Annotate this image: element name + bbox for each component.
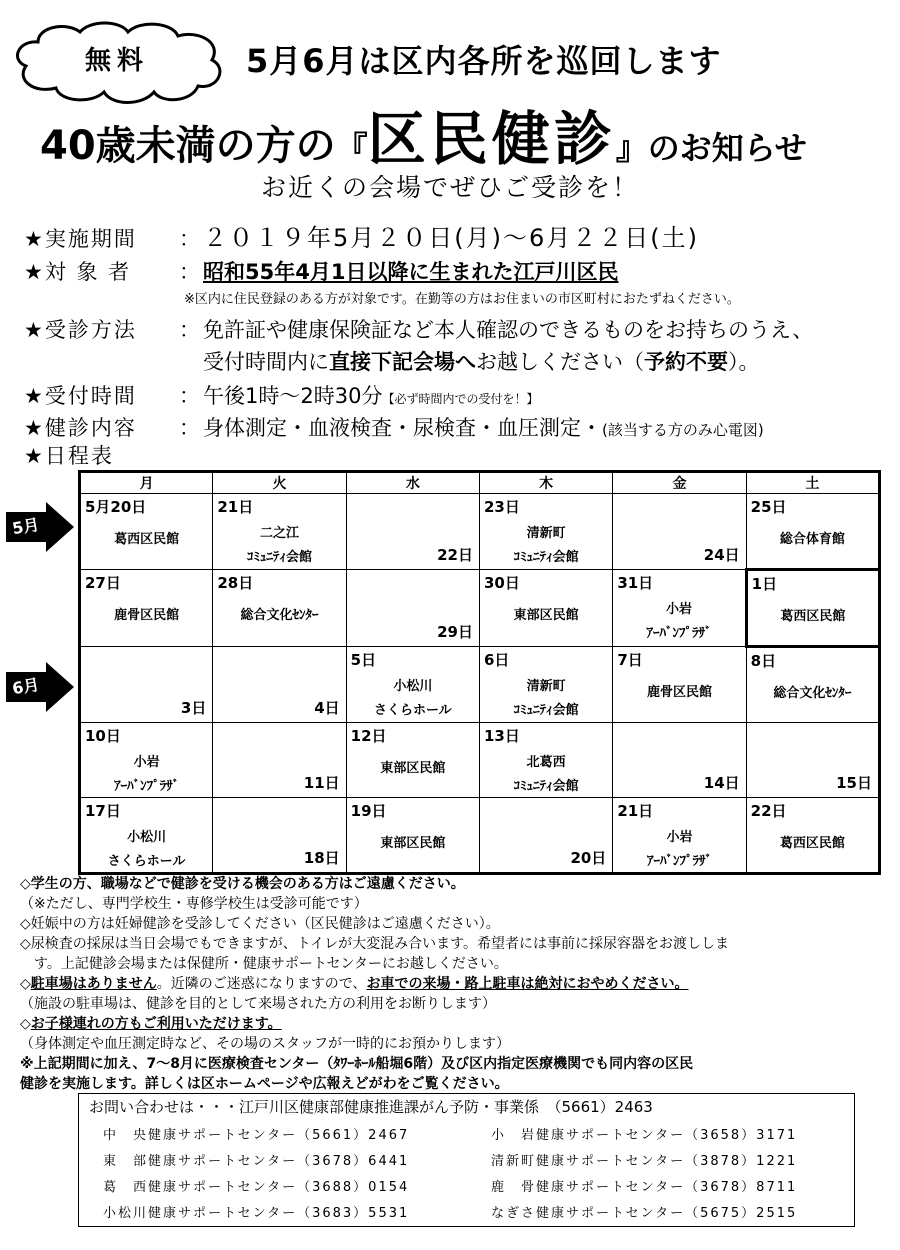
cell-venue-line: 総合文化ｾﾝﾀｰ: [773, 686, 852, 701]
cell-venue: [613, 681, 745, 705]
note-parking-mid: 。近隣のご迷惑になりますので、: [156, 976, 367, 992]
cell-date: 27日: [85, 574, 121, 592]
cell-date-no-venue: 18日: [303, 849, 340, 867]
cell-venue-line: ｱｰﾊﾞﾝﾌﾟﾗｻﾞ: [646, 854, 712, 869]
note-students: ◇学生の方、職場などで健診を受ける機会のある方はご遠慮ください。: [20, 876, 465, 892]
note-parking-mark: ◇: [20, 976, 31, 992]
cell-date-no-venue: 22日: [437, 546, 473, 564]
schedule-cell: [479, 723, 612, 798]
note-children-detail: （身体測定や血圧測定時など、その場のスタッフが一時的にお預かりします）: [20, 1036, 510, 1052]
page-title: [40, 92, 807, 176]
method-l2c: お越しください（: [476, 350, 644, 374]
cell-venue-line: 葛西区民館: [779, 836, 845, 851]
cell-venue: [480, 675, 612, 723]
schedule-label: [24, 440, 179, 470]
cell-date-no-venue: 11日: [303, 774, 340, 792]
cell-date: 13日: [483, 727, 520, 745]
cell-venue-line: 総合体育館: [779, 532, 845, 547]
cell-date: 17日: [85, 802, 121, 820]
info-period: [24, 218, 699, 253]
schedule-cell: [80, 570, 213, 647]
cell-date: 12日: [350, 727, 387, 745]
note-children: [20, 1014, 890, 1034]
contact-right-3: なぎさ健康サポートセンター（5675）2515: [491, 1206, 798, 1221]
title-post: のお知らせ: [647, 129, 807, 167]
schedule-cell: [613, 647, 746, 723]
cell-date: 7日: [617, 651, 643, 669]
schedule-cell: [479, 570, 612, 647]
cell-date: 25日: [750, 498, 787, 516]
contact-head: お問い合わせは・・・江戸川区健康部健康推進課がん予防・事業係 （5661）2463: [89, 1098, 653, 1116]
header-wed: 水: [346, 472, 479, 494]
period-colon: ：: [179, 227, 200, 251]
title-main: 区民健診: [367, 105, 616, 173]
schedule-cell: [213, 647, 346, 723]
cell-venue-line: さくらホール: [107, 854, 186, 869]
schedule-cell: [613, 723, 746, 798]
cell-date: 21日: [217, 498, 254, 516]
schedule-cell: [346, 570, 479, 647]
schedule-cell: [213, 798, 346, 874]
schedule-cell: [80, 723, 213, 798]
method-l2a: 受付時間内に: [203, 350, 329, 374]
schedule-row: [80, 494, 880, 570]
cell-venue: [81, 604, 212, 628]
schedule-row: [80, 723, 880, 798]
cell-date: 10日: [85, 727, 121, 745]
schedule-cell: [613, 798, 746, 874]
cell-venue-line: 小岩: [133, 755, 160, 770]
cell-venue: [613, 598, 744, 646]
header-thu: 木: [479, 472, 612, 494]
cell-venue-line: 東部区民館: [380, 836, 446, 851]
contact-left-0: 中 央健康サポートセンター（5661）2467: [103, 1128, 410, 1143]
time-colon: ：: [179, 384, 200, 408]
note-parking-bold: 駐車場はありません: [30, 976, 157, 992]
period-value: ２０１９年5月２０日(月)～6月２２日(土): [203, 224, 699, 252]
title-open-bracket: 『: [335, 129, 368, 167]
contact-left-1: 東 部健康サポートセンター（3678）6441: [103, 1154, 410, 1169]
cell-venue-line: 北葛西: [526, 755, 566, 770]
contact-box: [78, 1093, 855, 1227]
note-additional-cont: 健診を実施します。詳しくは区ホームページや広報えどがわをご覧ください。: [20, 1076, 509, 1092]
content-label: ★健診内容: [24, 416, 137, 440]
note-parking-detail: （施設の駐車場は、健診を目的として来場された方の利用をお断りします）: [20, 996, 496, 1012]
cell-venue-line: 葛西区民館: [780, 609, 846, 624]
note-children-mark: ◇: [20, 1016, 31, 1032]
schedule-row: [80, 798, 880, 874]
header-mon: 月: [80, 472, 213, 494]
cell-venue: [748, 605, 878, 629]
cell-venue-line: 鹿骨区民館: [114, 608, 180, 623]
cell-date: 5日: [350, 651, 377, 669]
contact-right-1: 清新町健康サポートセンター（3878）1221: [491, 1154, 798, 1169]
cell-date: 8日: [750, 652, 777, 670]
schedule-cell: [346, 798, 479, 874]
cell-venue-line: 小松川: [393, 679, 433, 694]
schedule-cell: [346, 723, 479, 798]
cell-venue-line: ｺﾐｭﾆﾃｨ会館: [513, 550, 579, 565]
schedule-cell: [80, 494, 213, 570]
target-value: 昭和55年4月1日以降に生まれた江戸川区民: [203, 260, 619, 284]
schedule-cell: [80, 647, 213, 723]
title-pre: 40歳未満の方の: [40, 123, 336, 169]
cell-venue: [747, 832, 878, 856]
schedule-cell: [746, 570, 879, 647]
content-colon: ：: [179, 416, 200, 440]
cell-date: 21日: [617, 802, 654, 820]
cell-date-no-venue: 15日: [836, 774, 872, 792]
cell-venue: [480, 751, 612, 799]
method-line1: 免許証や健康保険証など本人確認のできるものをお持ちのうえ、: [203, 318, 814, 342]
method-l2d: 予約不要: [644, 350, 728, 374]
cell-venue-line: ｺﾐｭﾆﾃｨ会館: [246, 550, 312, 565]
schedule-cell: [213, 570, 346, 647]
schedule-cell: [80, 798, 213, 874]
note-parking-warning: お車での来場・路上駐車は絶対におやめください。: [366, 976, 689, 992]
cell-venue: [747, 528, 878, 552]
period-label: ★実施期間: [24, 227, 137, 251]
schedule-cell: [613, 570, 746, 647]
contact-left-2: 葛 西健康サポートセンター（3688）0154: [103, 1180, 410, 1195]
contact-right-2: 鹿 骨健康サポートセンター（3678）8711: [491, 1180, 798, 1195]
cell-date: 22日: [750, 802, 787, 820]
cell-venue: [347, 832, 479, 856]
cell-venue: [747, 682, 878, 706]
cell-venue-line: 東部区民館: [380, 761, 446, 776]
cell-venue: [347, 757, 479, 781]
method-label: ★受診方法: [24, 318, 137, 342]
schedule-cell: [213, 494, 346, 570]
schedule-cell: [213, 723, 346, 798]
schedule-cell: [613, 494, 746, 570]
schedule-row: [80, 647, 880, 723]
cell-venue-line: 葛西区民館: [114, 532, 180, 547]
cell-venue-line: 清新町: [526, 679, 566, 694]
method-l2e: ）。: [728, 350, 760, 374]
schedule-label-text: ★日程表: [24, 444, 114, 468]
schedule-cell: [746, 494, 879, 570]
schedule-cell: [746, 798, 879, 874]
cell-venue-line: 鹿骨区民館: [646, 685, 712, 700]
cell-venue-line: 総合文化ｾﾝﾀｰ: [240, 608, 319, 623]
schedule-table: [78, 470, 881, 875]
cell-venue-line: さくらホール: [373, 703, 452, 718]
schedule-cell: [479, 494, 612, 570]
schedule-cell: [479, 647, 612, 723]
subtitle: お近くの会場でぜひご受診を！: [260, 173, 639, 202]
notes-block: [20, 874, 890, 1094]
contact-right-0: 小 岩健康サポートセンター（3658）3171: [491, 1128, 798, 1143]
cell-date: 23日: [483, 498, 520, 516]
cell-venue-line: 東部区民館: [513, 608, 579, 623]
cell-venue: [81, 826, 212, 874]
target-note: ※区内に住民登録のある方が対象です。在勤等の方はお住まいの市区町村におたずねください。: [184, 292, 740, 307]
header-sat: 土: [746, 472, 879, 494]
header-tue: 火: [213, 472, 346, 494]
cell-venue: [81, 528, 212, 552]
schedule-cell: [479, 798, 612, 874]
cell-venue: [480, 522, 612, 570]
cell-venue-line: ｺﾐｭﾆﾃｨ会館: [513, 703, 579, 718]
cell-venue-line: 清新町: [526, 526, 566, 541]
cell-date-no-venue: 29日: [437, 623, 473, 641]
june-label: 6月: [10, 674, 41, 699]
cell-date-no-venue: 3日: [180, 699, 207, 717]
cell-venue-line: ｺﾐｭﾆﾃｨ会館: [513, 779, 579, 794]
note-urine-cont: す。上記健診会場または保健所・健康サポートセンターにお越しください。: [34, 956, 508, 972]
cell-date: 28日: [217, 574, 254, 592]
cell-date-no-venue: 20日: [570, 849, 607, 867]
tour-headline: 5月6月は区内各所を巡回します: [246, 42, 722, 80]
note-urine: ◇尿検査の採尿は当日会場でもできますが、トイレが大変混み合います。希望者には事前に採尿容器をお渡ししま: [20, 936, 729, 952]
cell-date-no-venue: 4日: [314, 699, 340, 717]
time-value: 午後1時～2時30分: [203, 384, 383, 408]
method-colon: ：: [179, 318, 200, 342]
may-label: 5月: [10, 514, 41, 539]
cell-venue-line: 小岩: [665, 602, 692, 617]
schedule-header-row: [80, 472, 880, 494]
cell-date: 19日: [350, 802, 387, 820]
cell-venue: [81, 751, 212, 799]
cell-venue: [213, 522, 345, 570]
cell-venue-line: 小松川: [127, 830, 167, 845]
method-l2b: 直接下記会場へ: [329, 350, 476, 374]
cell-venue-line: ｱｰﾊﾞﾝﾌﾟﾗｻﾞ: [114, 779, 180, 794]
free-badge: 無料: [84, 46, 149, 76]
title-close-bracket: 』: [615, 129, 648, 167]
content-value: 身体測定・血液検査・尿検査・血圧測定・: [203, 416, 602, 440]
header-fri: 金: [613, 472, 746, 494]
note-children-bold: お子様連れの方もご利用いただけます。: [30, 1016, 282, 1032]
cell-venue-line: 小岩: [666, 830, 693, 845]
cell-venue-line: 二之江: [259, 526, 299, 541]
cell-date: 1日: [751, 575, 778, 593]
info-time: [24, 380, 538, 410]
content-note: (該当する方のみ心電図): [602, 421, 764, 439]
schedule-body: [80, 494, 880, 874]
time-label: ★受付時間: [24, 384, 137, 408]
cell-date-no-venue: 14日: [703, 774, 740, 792]
target-label: ★対 象 者: [24, 260, 132, 284]
info-method: [24, 314, 813, 344]
schedule-cell: [746, 647, 879, 723]
time-note: 【必ず時間内での受付を！】: [382, 392, 539, 406]
note-students-exception: （※ただし、専門学校生・専修学校生は受診可能です）: [20, 896, 368, 912]
cell-date-no-venue: 24日: [703, 546, 740, 564]
schedule-row: [80, 570, 880, 647]
schedule-cell: [746, 723, 879, 798]
cell-venue: [480, 604, 612, 628]
schedule-cell: [346, 647, 479, 723]
info-target: [24, 256, 618, 286]
contact-left-3: 小松川健康サポートセンター（3683）5531: [103, 1206, 410, 1221]
method-line2: [203, 346, 760, 376]
target-colon: ：: [179, 260, 200, 284]
cell-venue: [613, 826, 745, 874]
info-content: [24, 412, 764, 442]
note-parking: [20, 974, 890, 994]
cell-venue: [213, 604, 345, 628]
note-additional: ※上記期間に加え、7～8月に医療検査センター（ﾀﾜｰﾎｰﾙ船堀6階）及び区内指定医療機関でも同内容の区民: [20, 1056, 694, 1072]
cell-date: 5月20日: [85, 498, 147, 516]
cell-date: 6日: [483, 651, 510, 669]
note-pregnant: ◇妊娠中の方は妊婦健診を受診してください（区民健診はご遠慮ください）。: [20, 916, 500, 932]
cell-venue-line: ｱｰﾊﾞﾝﾌﾟﾗｻﾞ: [646, 626, 712, 641]
cell-date: 31日: [617, 574, 654, 592]
cell-date: 30日: [483, 574, 520, 592]
cell-venue: [347, 675, 479, 723]
schedule-cell: [346, 494, 479, 570]
